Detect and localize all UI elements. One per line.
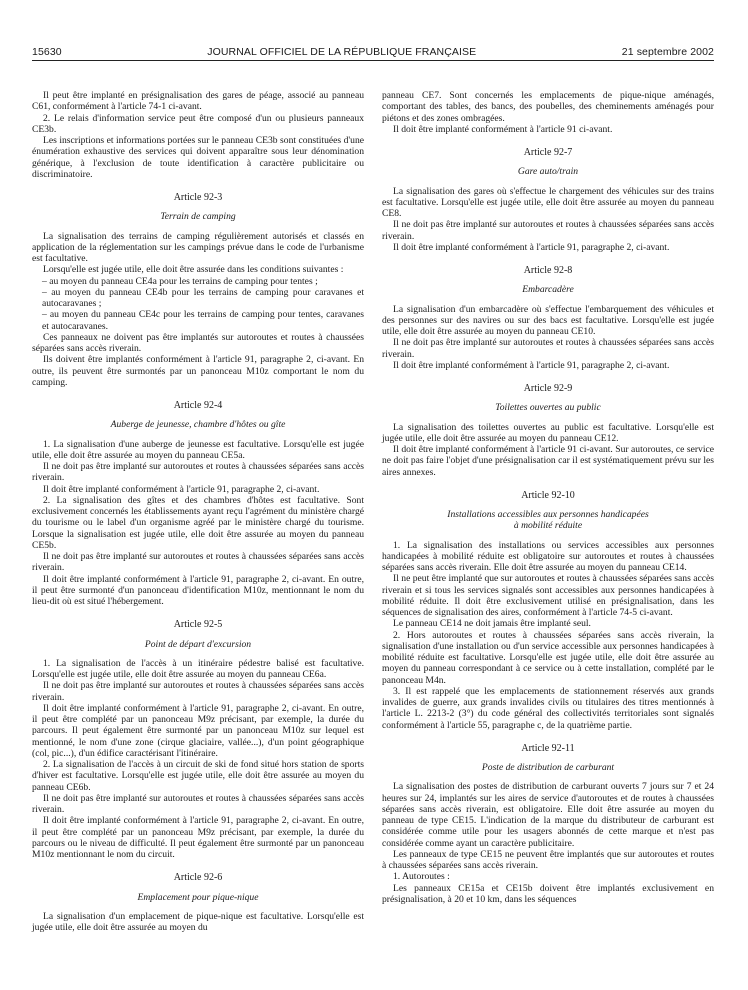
paragraph: 1. Autoroutes : [393, 871, 450, 883]
page-number: 15630 [32, 46, 62, 58]
paragraph: Lorsqu'elle est jugée utile, elle doit être assurée dans les conditions suivantes : [43, 264, 344, 276]
article-subtitle: Gare auto/train [517, 166, 579, 178]
paragraph: Le panneau CE14 ne doit jamais être implanté seul. [393, 618, 591, 630]
list-item: – au moyen du panneau CE4a pour les terrains de camping pour tentes ; [42, 275, 318, 287]
paragraph: panneau CE7. Sont concernés les emplacements de pique-nique aménagés, comportant des tables, des bancs, des poubelles, des cheminements aménagés pour piétons et des zones ombragées. [382, 90, 714, 124]
paragraph: La signalisation d'un embarcadère où s'effectue l'embarquement des véhicules et des personnes sur des navires ou sur des bacs est facultative. Lorsqu'elle est jugée utile, elle doit être assurée au moyen du panneau CE10. [382, 303, 714, 337]
paragraph: Il ne doit pas être implanté sur autoroutes et routes à chaussées séparées sans accès riverain. [32, 680, 364, 703]
article-subtitle: Point de départ d'excursion [144, 638, 252, 650]
paragraph: Il doit être implanté conformément à l'article 91, paragraphe 2, ci-avant. [393, 359, 670, 371]
paragraph: Il doit être implanté conformément à l'article 91 ci-avant. Sur autoroutes, ce service ne doit pas faire l'objet d'une présignalisation car il est systématiquement prévu sur les aires annexes. [382, 444, 714, 478]
paragraph: Les panneaux de type CE15 ne peuvent être implantés que sur autoroutes et routes à chaussées séparées sans accès riverain. [382, 848, 714, 871]
article-subtitle: Terrain de camping [160, 211, 236, 223]
page-header [32, 40, 714, 58]
paragraph: Ils doivent être implantés conformément à l'article 91, paragraphe 2, ci-avant. En outre, ils peuvent être surmontés par un panonceau M10z comportant le nom du camping. [32, 354, 364, 388]
paragraph: Il ne doit pas être implanté sur autoroutes et routes à chaussées séparées sans accès riverain. [32, 461, 364, 484]
paragraph: Il ne doit pas être implanté sur autoroutes et routes à chaussées séparées sans accès riverain. [382, 337, 714, 360]
article-heading: Article 92-5 [173, 619, 223, 631]
article-subtitle: Poste de distribution de carburant [481, 762, 615, 773]
article-heading: Article 92-9 [523, 383, 573, 394]
paragraph: Il doit être implanté conformément à l'article 91, paragraphe 2, ci-avant. En outre, il peut être complété par un panonceau M9z précisant, par exemple, la durée du parcours. Il peut également être surmonté par un panonceau M10z sur lequel est mentionné, le nom d'une zone (cirque glaciaire, vallée...), d'un point géographique (col, pic...), d'un édifice caractérisant l'itinéraire. [32, 702, 364, 759]
paragraph: Il peut être implanté en présignalisation des gares de péage, associé au panneau C61, conformément à l'article 74-1 ci-avant. [32, 90, 364, 113]
paragraph: La signalisation des gares où s'effectue le chargement des véhicules sur des trains est facultative. Lorsqu'elle est jugée utile, elle doit être assurée au moyen du panneau CE8. [382, 185, 714, 219]
paragraph: Il ne doit pas être implanté sur autoroutes et routes à chaussées séparées sans accès riverain. [32, 792, 364, 815]
left-column [32, 90, 364, 933]
paragraph: Il doit être implanté conformément à l'article 91, paragraphe 2, ci-avant. [43, 483, 320, 495]
paragraph: 1. La signalisation de l'accès à un itinéraire pédestre balisé est facultative. Lorsqu'elle est jugée utile, elle doit être assurée au moyen du panneau CE6a. [32, 657, 364, 680]
article-subtitle: Installations accessibles aux personnes handicapées [447, 509, 649, 520]
paragraph: Il doit être implanté conformément à l'article 91, paragraphe 2, ci-avant. En outre, il peut être surmonté d'un panonceau d'identification M10z, mentionnant le nom du lieu-dit où est situé l'hébergement. [32, 573, 364, 607]
list-item: – au moyen du panneau CE4b pour les terrains de camping pour caravanes et autocaravanes ; [42, 286, 364, 309]
header-rule [32, 60, 714, 61]
paragraph: Il doit être implanté conformément à l'article 91, paragraphe 2, ci-avant. [393, 241, 670, 253]
paragraph: 3. Il est rappelé que les emplacements de stationnement réservés aux grands invalides de guerre, aux grands invalides civils ou titulaires des titres mentionnés à l'article L. 2213-2 (3°) du code général des collectivités territoriales sont signalés conformément à l'article 55, paragraphe c, de la quatrième partie. [382, 685, 714, 731]
paragraph: Les inscriptions et informations portées sur le panneau CE3b sont constituées d'une énumération exhaustive des services qui doivent apparaître sous leur dénomination générique, à l'exclusion de toute identification à caractère publicitaire ou discriminatoire. [32, 135, 364, 180]
paragraph: 1. La signalisation d'une auberge de jeunesse est facultative. Lorsqu'elle est jugée utile, elle doit être assurée au moyen du panneau CE5a. [32, 438, 364, 461]
article-heading: Article 92-6 [173, 872, 223, 884]
paragraph: Ces panneaux ne doivent pas être implantés sur autoroutes et routes à chaussées séparées sans accès riverain. [32, 331, 364, 354]
paragraph: La signalisation des toilettes ouvertes au public est facultative. Lorsqu'elle est jugée utile, elle doit être assurée au moyen du panneau CE12. [382, 421, 714, 444]
paragraph: Il ne doit pas être implanté sur autoroutes et routes à chaussées séparées sans accès riverain. [32, 551, 364, 574]
paragraph: La signalisation des postes de distribution de carburant ouverts 7 jours sur 7 et 24 heures sur 24, implantés sur les aires de service d'autoroutes et de routes à chaussées séparées sans accès riverain, est obligatoire. Elle doit être assurée au moyen du panneau de type CE15. L'indication de la marque du distributeur de carburant est considérée comme utile pour les usagers abonnés de cette marque et n'est pas considérée comme ayant un caractère publicitaire. [382, 781, 714, 849]
paragraph: Il doit être implanté conformément à l'article 91, paragraphe 2, ci-avant. En outre, il peut être complété par un panonceau M9z précisant, par exemple, la durée du parcours ou le niveau de difficulté. Il peut également être surmonté par un panonceau M10z mentionnant le nom du circuit. [32, 815, 364, 860]
paragraph: Il doit être implanté conformément à l'article 91 ci-avant. [393, 123, 613, 135]
paragraph: 2. Le relais d'information service peut être composé d'un ou plusieurs panneaux CE3b. [32, 112, 364, 135]
publication-date: 21 septembre 2002 [621, 46, 714, 58]
paragraph: Il ne doit pas être implanté sur autoroutes et routes à chaussées séparées sans accès riverain. [382, 219, 714, 242]
paragraph: 1. La signalisation des installations ou services accessibles aux personnes handicapées à mobilité réduite est obligatoire sur autoroutes et routes à chaussées séparées sans accès riverain. Elle doit être assurée au moyen du panneau CE14. [382, 539, 714, 573]
article-heading: Article 92-3 [173, 192, 223, 203]
article-subtitle: Auberge de jeunesse, chambre d'hôtes ou gîte [110, 419, 286, 431]
paragraph: La signalisation d'un emplacement de pique-nique est facultative. Lorsqu'elle est jugée utile, elle doit être assurée au moyen du [32, 910, 364, 933]
paragraph: Il ne peut être implanté que sur autoroutes et routes à chaussées séparées sans accès riverain et si tous les services signalés sont accessibles aux personnes handicapées à mobilité réduite. Il doit être exclusivement utilisé en présignalisation, dans les séquences de signalisation des aires, conformément à l'article 74-5 ci-avant. [382, 573, 714, 618]
paragraph: 2. La signalisation des gîtes et des chambres d'hôtes est facultative. Sont exclusivement concernés les établissements ayant reçu l'agrément du ministère chargé du tourisme ou le label d'un organisme agréé par le ministère chargé du tourisme. Lorsque la signalisation est jugée utile, elle doit être assurée au moyen du panneau CE5b. [32, 494, 364, 551]
paragraph: 2. Hors autoroutes et routes à chaussées séparées sans accès riverain, la signalisation d'une installation ou d'un service accessible aux personnes handicapées à mobilité réduite est facultative. Lorsqu'elle est jugée utile, elle doit être assurée au moyen du panneau correspondant à ce service ou à cette installation, complété par le panonceau M4n. [382, 629, 714, 686]
list-item: – au moyen du panneau CE4c pour les terrains de camping pour tentes, caravanes et autocaravanes. [42, 309, 364, 332]
article-heading: Article 92-8 [523, 265, 573, 276]
article-heading: Article 92-10 [521, 489, 575, 501]
paragraph: La signalisation des terrains de camping régulièrement autorisés et classés en application de la réglementation sur les campings prévue dans le code de l'urbanisme est facultative. [32, 230, 364, 264]
right-column [382, 90, 714, 905]
journal-title: JOURNAL OFFICIEL DE LA RÉPUBLIQUE FRANÇAISE [207, 46, 477, 58]
article-heading: Article 92-11 [521, 742, 575, 754]
paragraph: 2. La signalisation de l'accès à un circuit de ski de fond situé hors station de sports d'hiver est facultative. Lorsqu'elle est jugée utile, elle doit être assurée au moyen du panneau CE6b. [32, 759, 364, 793]
article-subtitle: Toilettes ouvertes au public [495, 402, 601, 414]
article-subtitle: Embarcadère [522, 284, 574, 296]
article-subtitle: Emplacement pour pique-nique [137, 891, 259, 903]
article-heading: Article 92-4 [173, 400, 223, 411]
paragraph: Les panneaux CE15a et CE15b doivent être implantés exclusivement en présignalisation, à 20 et 10 km, dans les séquences [382, 882, 714, 905]
article-heading: Article 92-7 [523, 147, 573, 158]
article-subtitle-line2: à mobilité réduite [513, 520, 583, 532]
